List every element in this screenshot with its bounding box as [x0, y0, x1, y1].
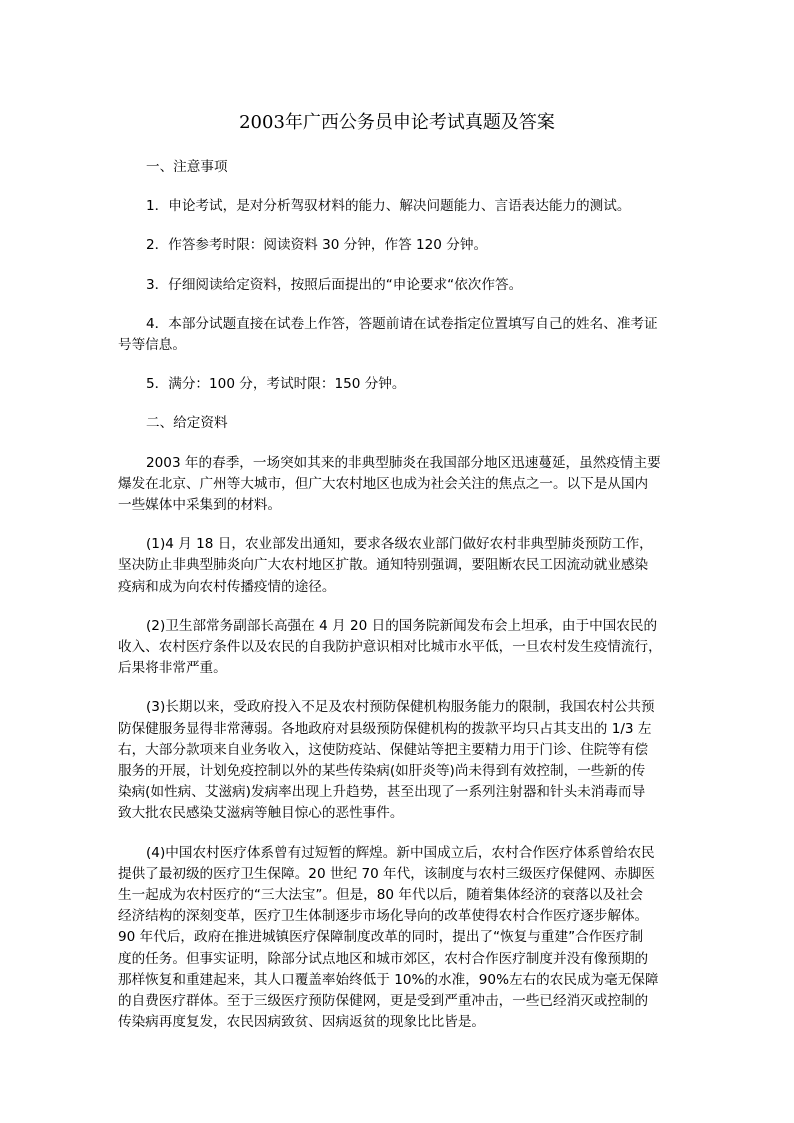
text-line: 爆发在北京、广州等大城市，但广大农村地区也成为社会关注的焦点之一。以下是从国内 [118, 475, 649, 492]
text-line: (1)4 月 18 日，农业部发出通知，要求各级农业部门做好农村非典型肺炎预防工作， [146, 536, 653, 553]
paragraph [118, 534, 688, 598]
text-line: 号等信息。 [118, 337, 186, 354]
text-line: 二、给定资料 [146, 415, 228, 432]
paragraph [118, 196, 688, 217]
paragraph [118, 275, 688, 296]
paragraph [118, 843, 688, 1034]
text-line: 经济结构的深刻变革，医疗卫生体制逐步市场化导向的改革使得农村合作医疗逐步解体。 [118, 908, 649, 925]
text-line: 右，大部分款项来自业务收入，这使防疫站、保健站等把主要精力用于门诊、住院等有偿 [118, 741, 649, 758]
text-line: (2)卫生部常务副部长高强在 4 月 20 日的国务院新闻发布会上坦承，由于中国农民的 [146, 617, 658, 634]
text-line: 2003 年的春季，一场突如其来的非典型肺炎在我国部分地区迅速蔓延，虽然疫情主要 [146, 454, 661, 471]
text-line: 传染病再度复发，农民因病致贫、因病返贫的现象比比皆是。 [118, 1014, 486, 1031]
text-line: 一些媒体中采集到的材料。 [118, 497, 282, 514]
paragraph [118, 157, 688, 178]
paragraph [118, 235, 688, 256]
text-line: 4．本部分试题直接在试卷上作答，答题前请在试卷指定位置填写自己的姓名、准考证 [146, 315, 658, 332]
paragraph [118, 413, 688, 434]
text-line: 后果将非常严重。 [118, 660, 227, 677]
text-line: 3．仔细阅读给定资料，按照后面提出的“申论要求“依次作答。 [146, 276, 523, 293]
text-line: 致大批农民感染艾滋病等触目惊心的恶性事件。 [118, 805, 404, 822]
paragraph [118, 697, 688, 824]
paragraph [118, 374, 688, 395]
paragraph [118, 314, 688, 356]
text-line: 防保健服务显得非常薄弱。各地政府对县级预防保健机构的拨款平均只占其支出的 1/3 左 [118, 720, 652, 737]
paragraph [118, 616, 688, 680]
text-line: 疫病和成为向农村传播疫情的途径。 [118, 578, 336, 595]
text-line: 一、注意事项 [146, 159, 228, 175]
text-line: 坚决防止非典型肺炎向广大农村地区扩散。通知特别强调，要阻断农民工因流动就业感染 [118, 557, 649, 574]
document-body [118, 157, 688, 1052]
text-line: 的自费医疗群体。至于三级医疗预防保健网，更是受到严重冲击，一些已经消灭或控制的 [118, 993, 649, 1010]
text-line: 度的任务。但事实证明，除部分试点地区和城市郊区，农村合作医疗制度并没有像预期的 [118, 950, 649, 967]
text-line: 生一起成为农村医疗的“三大法宝”。但是，80 年代以后，随着集体经济的衰落以及社会 [118, 887, 644, 904]
text-line: 服务的开展，计划免疫控制以外的某些传染病(如肝炎等)尚未得到有效控制，一些新的传 [118, 763, 646, 780]
text-line: 5．满分：100 分，考试时限：150 分钟。 [146, 376, 406, 393]
text-line: 90 年代后，政府在推进城镇医疗保障制度改革的同时，提出了“恢复与重建”合作医疗制 [118, 929, 644, 946]
text-line: 1．申论考试，是对分析驾驭材料的能力、解决问题能力、言语表达能力的测试。 [146, 198, 631, 215]
text-line: 收入、农村医疗条件以及农民的自我防护意识相对比城市水平低，一旦农村发生疫情流行， [118, 639, 662, 656]
text-line: 提供了最初级的医疗卫生保障。20 世纪 70 年代，该制度与农村三级医疗保健网、赤脚医 [118, 865, 655, 882]
text-line: 2．作答参考时限：阅读资料 30 分钟，作答 120 分钟。 [146, 237, 488, 254]
text-line: 那样恢复和重建起来，其人口覆盖率始终低于 10%的水准，90%左右的农民成为毫无保障 [118, 971, 659, 988]
document-title: 2003年广西公务员申论考试真题及答案 [239, 112, 555, 133]
text-line: (3)长期以来，受政府投入不足及农村预防保健机构服务能力的限制，我国农村公共预 [146, 699, 655, 716]
paragraph [118, 453, 688, 517]
text-line: (4)中国农村医疗体系曾有过短暂的辉煌。新中国成立后，农村合作医疗体系曾给农民 [146, 844, 655, 861]
text-line: 染病(如性病、艾滋病)发病率出现上升趋势，甚至出现了一系列注射器和针头未消毒而导 [118, 784, 646, 801]
